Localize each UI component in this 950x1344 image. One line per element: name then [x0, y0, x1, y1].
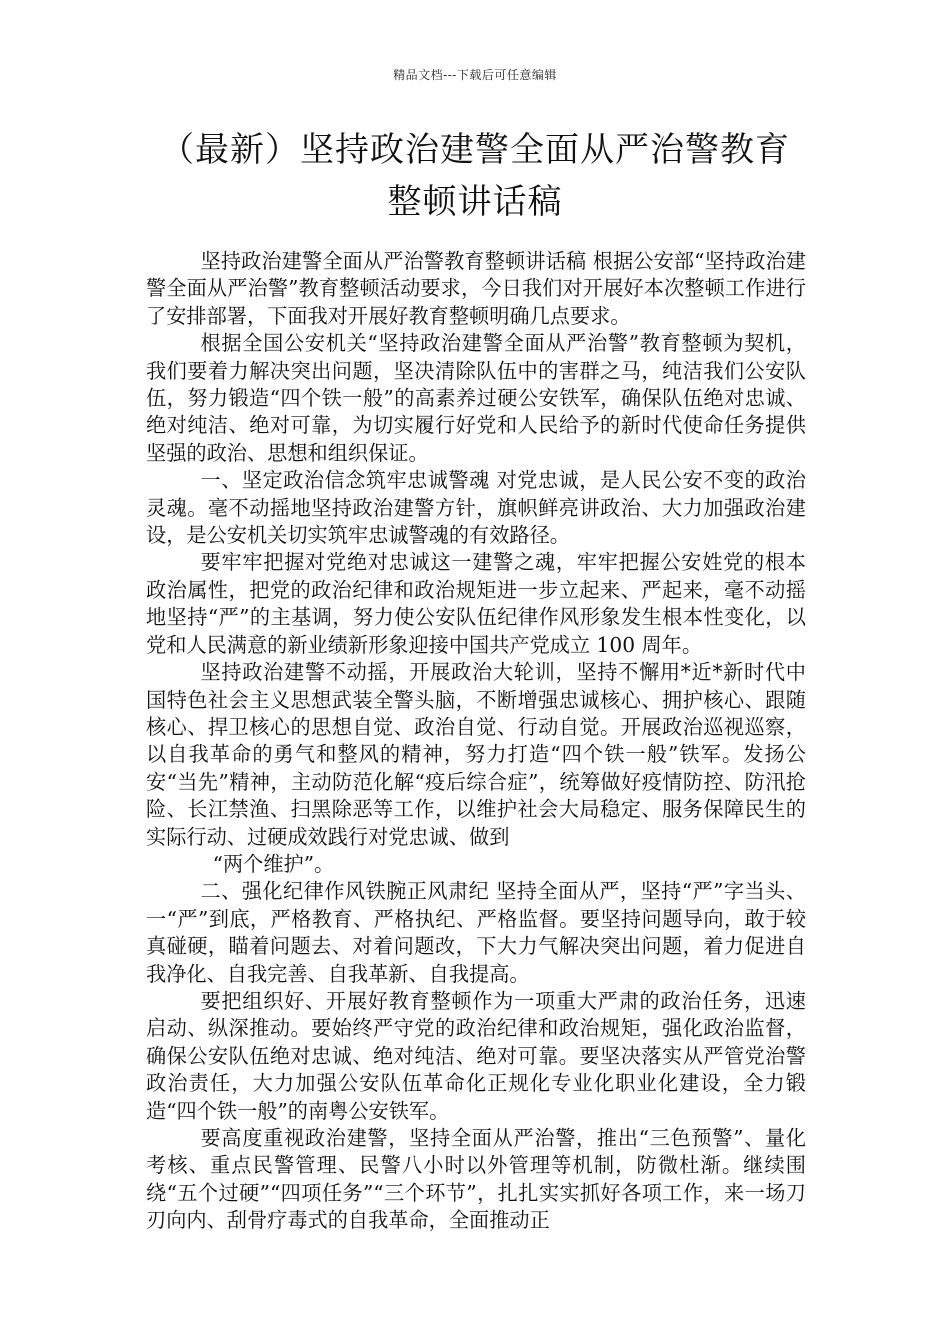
paragraph: 二、强化纪律作风铁腕正风肃纪 坚持全面从严，坚持“严”字当头、一“严”到底，严格教育、严格执纪、严格监督。要坚持问题导向，敢于较真碰硬，瞄着问题去、对着问题改，下大力气解决突出问题，着力促进自我净化、自我完善、自我革新、自我提高。 [146, 879, 806, 986]
paragraph: 坚持政治建警全面从严治警教育整顿讲话稿 根据公安部“坚持政治建警全面从严治警”教育整顿活动要求，今日我们对开展好本次整顿工作进行了安排部署，下面我对开展好教育整顿明确几点要求。 [146, 249, 806, 328]
paragraph: 一、坚定政治信念筑牢忠诚警魂 对党忠诚，是人民公安不变的政治灵魂。毫不动摇地坚持政治建警方针，旗帜鲜亮讲政治、大力加强政治建设，是公安机关切实筑牢忠诚警魂的有效路径。 [146, 468, 806, 548]
title-line-2: 整顿讲话稿 [387, 182, 563, 222]
paragraph: “两个维护”。 [212, 851, 335, 876]
paragraph: 根据全国公安机关“坚持政治建警全面从严治警”教育整顿为契机，我们要着力解决突出问题，坚决清除队伍中的害群之马，纯洁我们公安队伍，努力锻造“四个铁一般”的高素养过硬公安铁军，确保队伍绝对忠诚、绝对纯洁、绝对可靠，为切实履行好党和人民给予的新时代使命任务提供坚强的政治、思想和组织保证。 [146, 331, 806, 465]
header-note: 精品文档---下载后可任意编辑 [393, 68, 557, 82]
paragraph: 要牢牢把握对党绝对忠诚这一建警之魂，牢牢把握公安姓党的根本政治属性，把党的政治纪律和政治规矩进一步立起来、严起来，毫不动摇地坚持“严”的主基调，努力使公安队伍纪律作风形象发生根本性变化，以党和人民满意的新业绩新形象迎接中国共产党成立 100 周年。 [146, 550, 806, 657]
title-line-1: （最新）坚持政治建警全面从严治警教育 [160, 130, 790, 170]
paragraph: 要高度重视政治建警，坚持全面从严治警，推出“三色预警”、量化考核、重点民警管理、民警八小时以外管理等机制，防微杜渐。继续围绕“五个过硬”“四项任务”“三个环节”，扎扎实实抓好各项工作，来一场刀刃向内、刮骨疗毒式的自我革命，全面推动正 [146, 1126, 806, 1233]
document-title [150, 124, 800, 228]
document-body [146, 248, 806, 1235]
paragraph: 坚持政治建警不动摇，开展政治大轮训，坚持不懈用*近*新时代中国特色社会主义思想武装全警头脑，不断增强忠诚核心、拥护核心、跟随核心、捍卫核心的思想自觉、政治自觉、行动自觉。开展政治巡视巡察，以自我革命的勇气和整风的精神，努力打造“四个铁一般”铁军。发扬公安“当先”精神，主动防范化解“疫后综合症”，统筹做好疫情防控、防汛抢险、长江禁渔、扫黑除恶等工作，以维护社会大局稳定、服务保障民生的实际行动、过硬成效践行对党忠诚、做到 [146, 660, 806, 849]
paragraph: 要把组织好、开展好教育整顿作为一项重大严肃的政治任务，迅速启动、纵深推动。要始终严守党的政治纪律和政治规矩，强化政治监督，确保公安队伍绝对忠诚、绝对纯洁、绝对可靠。要坚决落实从严管党治警政治责任，大力加强公安队伍革命化正规化专业化职业化建设，全力锻造“四个铁一般”的南粤公安铁军。 [146, 988, 806, 1123]
